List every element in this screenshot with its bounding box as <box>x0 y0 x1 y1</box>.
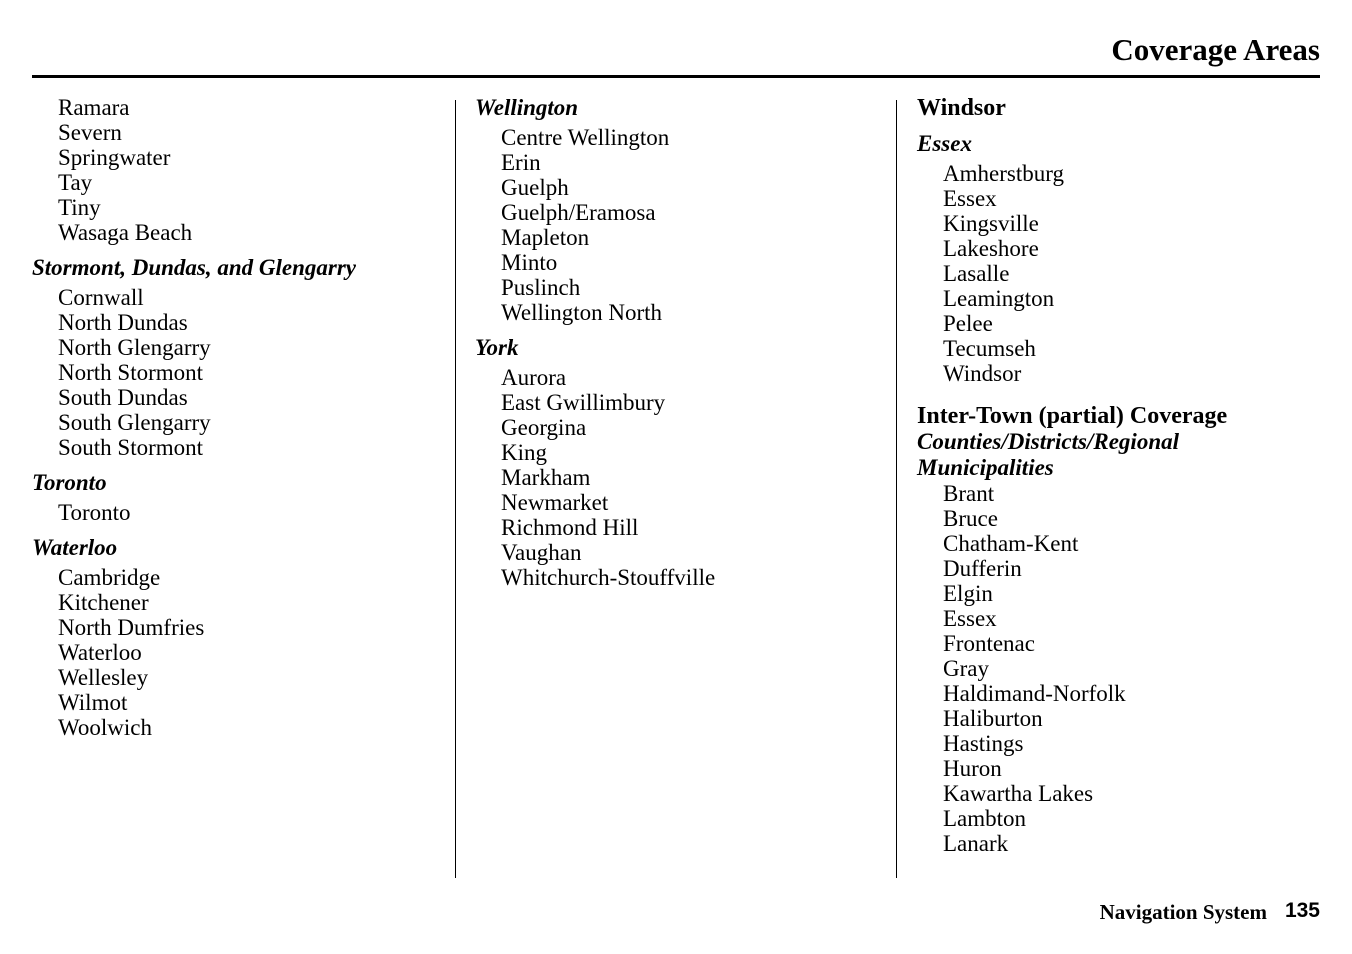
list-item: Chatham-Kent <box>943 531 1079 556</box>
list-item: Elgin <box>943 581 993 606</box>
list-item: Aurora <box>501 365 567 390</box>
list-item: Bruce <box>943 506 998 531</box>
list-item: Brant <box>943 481 995 506</box>
list-item: Georgina <box>501 415 587 440</box>
list-item: Centre Wellington <box>501 125 670 150</box>
section-heading: Stormont, Dundas, and Glengarry <box>32 255 356 280</box>
title-rule <box>32 75 1320 78</box>
column-divider <box>896 100 897 878</box>
list-item: South Stormont <box>58 435 204 460</box>
region-title: Windsor <box>917 95 1006 121</box>
list-item: Gray <box>943 656 989 681</box>
list-item: Woolwich <box>58 715 152 740</box>
column-divider <box>455 100 456 878</box>
inter-town-subtitle: Counties/Districts/Regional <box>917 429 1179 454</box>
list-item: Wasaga Beach <box>58 220 193 245</box>
column-3 <box>917 95 1337 856</box>
list-item: Guelph <box>501 175 569 200</box>
list-item: Huron <box>943 756 1002 781</box>
list-item: Haliburton <box>943 706 1043 731</box>
list-item: Lanark <box>943 831 1009 856</box>
list-item: Dufferin <box>943 556 1022 581</box>
list-item: North Dumfries <box>58 615 205 640</box>
list-item: Springwater <box>58 145 171 170</box>
inter-town-section <box>917 403 1337 856</box>
column-2 <box>475 95 885 590</box>
list-item: Wilmot <box>58 690 128 715</box>
section-heading: Waterloo <box>32 535 118 560</box>
list-item: Hastings <box>943 731 1024 756</box>
list-item: Essex <box>943 186 997 211</box>
list-item: North Stormont <box>58 360 204 385</box>
list-item: Lasalle <box>943 261 1010 286</box>
section-heading: Essex <box>917 131 972 156</box>
list-item: King <box>501 440 547 465</box>
list-item: Essex <box>943 606 997 631</box>
page-title: Coverage Areas <box>1111 32 1320 67</box>
list-item: Frontenac <box>943 631 1035 656</box>
list-item: Wellesley <box>58 665 149 690</box>
list-item: Richmond Hill <box>501 515 639 540</box>
list-item: Haldimand-Norfolk <box>943 681 1126 706</box>
list-item: Leamington <box>943 286 1055 311</box>
list-item: Kawartha Lakes <box>943 781 1094 806</box>
inter-town-title: Inter-Town (partial) Coverage <box>917 403 1228 429</box>
footer-label: Navigation System <box>1099 900 1267 924</box>
list-item: Kingsville <box>943 211 1039 236</box>
list-item: Whitchurch-Stouffville <box>501 565 716 590</box>
list-item: Windsor <box>943 361 1022 386</box>
list-item: Toronto <box>58 500 131 525</box>
list-item: Wellington North <box>501 300 663 325</box>
list-item: Mapleton <box>501 225 590 250</box>
list-item: North Dundas <box>58 310 188 335</box>
list-item: Lambton <box>943 806 1027 831</box>
list-item: Tay <box>58 170 93 195</box>
list-item: Tiny <box>58 195 101 220</box>
list-item: Kitchener <box>58 590 149 615</box>
page-number: 135 <box>1284 899 1320 922</box>
list-item: North Glengarry <box>58 335 211 360</box>
list-item: Pelee <box>943 311 993 336</box>
list-item: East Gwillimbury <box>501 390 666 415</box>
section-heading: Toronto <box>32 470 107 495</box>
list-item: Guelph/Eramosa <box>501 200 656 225</box>
list-item: Lakeshore <box>943 236 1039 261</box>
list-item: Vaughan <box>501 540 582 565</box>
column-1 <box>32 95 442 740</box>
section-heading: York <box>475 335 519 360</box>
list-item: Severn <box>58 120 122 145</box>
list-item: Waterloo <box>58 640 142 665</box>
list-item: Puslinch <box>501 275 581 300</box>
list-item: South Dundas <box>58 385 188 410</box>
list-item: Tecumseh <box>943 336 1036 361</box>
list-item: Markham <box>501 465 591 490</box>
list-item: Cornwall <box>58 285 144 310</box>
list-item: Cambridge <box>58 565 161 590</box>
list-item: Newmarket <box>501 490 609 515</box>
inter-town-subtitle: Municipalities <box>917 455 1054 480</box>
list-item: Minto <box>501 250 558 275</box>
list-item: Erin <box>501 150 541 175</box>
list-item: South Glengarry <box>58 410 211 435</box>
list-item: Ramara <box>58 95 130 120</box>
list-item: Amherstburg <box>943 161 1064 186</box>
section-heading: Wellington <box>475 95 579 120</box>
